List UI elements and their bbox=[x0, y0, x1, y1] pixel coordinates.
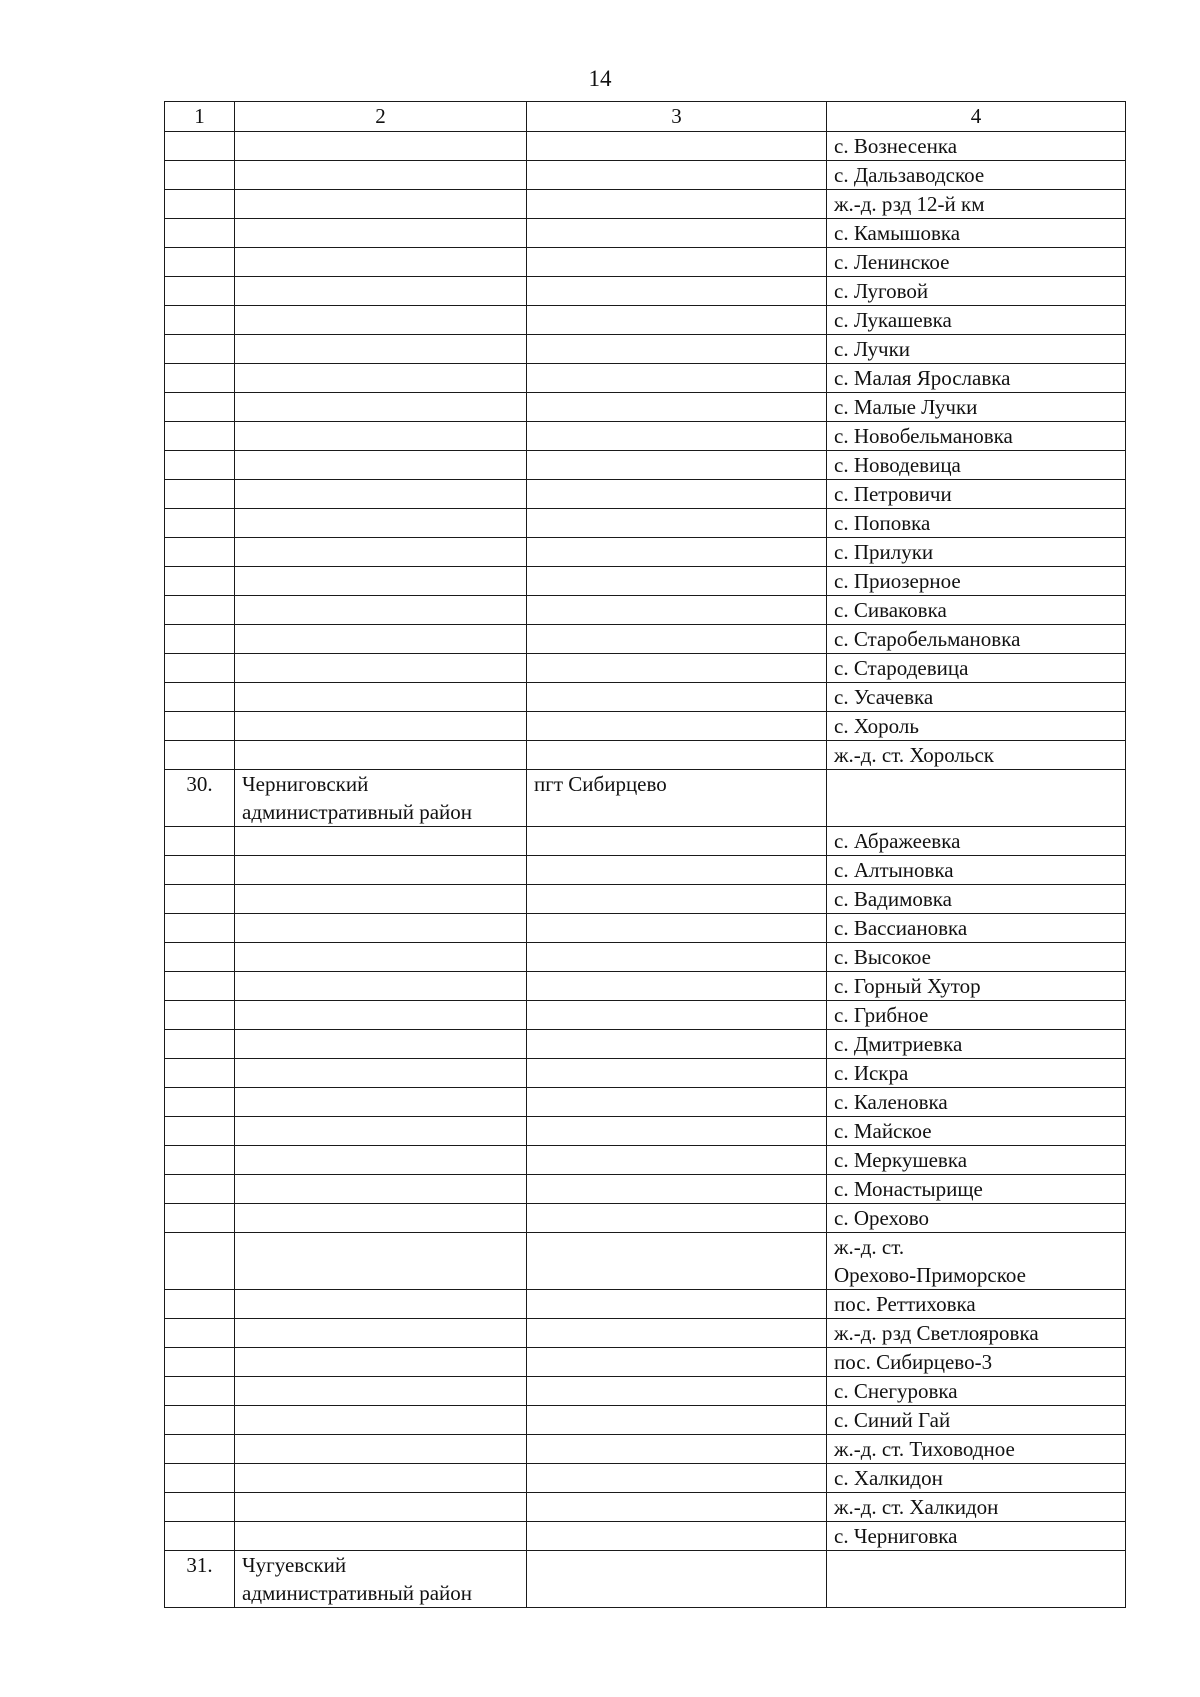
center-cell bbox=[527, 364, 827, 393]
table-row bbox=[165, 770, 1126, 827]
row-number-cell bbox=[165, 1435, 235, 1464]
table-row bbox=[165, 1204, 1126, 1233]
row-number-cell bbox=[165, 1146, 235, 1175]
center-cell bbox=[527, 567, 827, 596]
district-cell bbox=[235, 1493, 527, 1522]
center-cell bbox=[527, 1551, 827, 1608]
settlement-cell: с. Камышовка bbox=[827, 219, 1126, 248]
settlement-cell: с. Халкидон bbox=[827, 1464, 1126, 1493]
table-row bbox=[165, 335, 1126, 364]
row-number-cell bbox=[165, 741, 235, 770]
row-number-cell bbox=[165, 1348, 235, 1377]
district-cell bbox=[235, 1319, 527, 1348]
table-row bbox=[165, 422, 1126, 451]
table-row bbox=[165, 683, 1126, 712]
center-cell bbox=[527, 1030, 827, 1059]
table-row bbox=[165, 538, 1126, 567]
row-number-cell bbox=[165, 712, 235, 741]
row-number-cell bbox=[165, 1088, 235, 1117]
district-cell bbox=[235, 1175, 527, 1204]
row-number-cell bbox=[165, 596, 235, 625]
row-number-cell bbox=[165, 567, 235, 596]
row-number-cell bbox=[165, 1522, 235, 1551]
center-cell bbox=[527, 1377, 827, 1406]
settlement-cell: с. Дмитриевка bbox=[827, 1030, 1126, 1059]
center-cell bbox=[527, 885, 827, 914]
district-cell bbox=[235, 1233, 527, 1290]
settlement-cell bbox=[827, 770, 1126, 827]
row-number-cell bbox=[165, 1030, 235, 1059]
center-cell bbox=[527, 1233, 827, 1290]
row-number-cell bbox=[165, 219, 235, 248]
district-cell bbox=[235, 654, 527, 683]
settlement-cell: с. Малые Лучки bbox=[827, 393, 1126, 422]
district-cell bbox=[235, 277, 527, 306]
district-cell bbox=[235, 1377, 527, 1406]
district-cell bbox=[235, 451, 527, 480]
row-number-cell bbox=[165, 943, 235, 972]
column-header-1: 1 bbox=[165, 102, 235, 132]
row-number-cell bbox=[165, 914, 235, 943]
settlement-cell: с. Каленовка bbox=[827, 1088, 1126, 1117]
settlement-cell: ж.-д. ст. Хорольск bbox=[827, 741, 1126, 770]
table-row bbox=[165, 1377, 1126, 1406]
row-number-cell: 31. bbox=[165, 1551, 235, 1608]
district-cell bbox=[235, 885, 527, 914]
district-cell bbox=[235, 1204, 527, 1233]
district-cell bbox=[235, 683, 527, 712]
center-cell bbox=[527, 856, 827, 885]
settlement-cell: с. Лукашевка bbox=[827, 306, 1126, 335]
settlement-cell: ж.-д. рзд 12-й км bbox=[827, 190, 1126, 219]
row-number-cell bbox=[165, 306, 235, 335]
settlement-cell: с. Сиваковка bbox=[827, 596, 1126, 625]
center-cell: пгт Сибирцево bbox=[527, 770, 827, 827]
row-number-cell bbox=[165, 1406, 235, 1435]
table-row bbox=[165, 1001, 1126, 1030]
district-cell bbox=[235, 306, 527, 335]
settlement-cell: пос. Сибирцево-3 bbox=[827, 1348, 1126, 1377]
center-cell bbox=[527, 1435, 827, 1464]
district-cell bbox=[235, 480, 527, 509]
district-cell bbox=[235, 741, 527, 770]
district-cell bbox=[235, 538, 527, 567]
row-number-cell bbox=[165, 1319, 235, 1348]
center-cell bbox=[527, 190, 827, 219]
row-number-cell bbox=[165, 972, 235, 1001]
district-cell bbox=[235, 509, 527, 538]
center-cell bbox=[527, 1406, 827, 1435]
settlement-cell: ж.-д. ст. Орехово-Приморское bbox=[827, 1233, 1126, 1290]
district-cell bbox=[235, 1117, 527, 1146]
district-cell bbox=[235, 1030, 527, 1059]
district-cell bbox=[235, 161, 527, 190]
settlement-cell: с. Ленинское bbox=[827, 248, 1126, 277]
table-row bbox=[165, 248, 1126, 277]
table-row bbox=[165, 277, 1126, 306]
table-row bbox=[165, 625, 1126, 654]
column-header-2: 2 bbox=[235, 102, 527, 132]
table-row bbox=[165, 712, 1126, 741]
table-row bbox=[165, 1117, 1126, 1146]
district-cell bbox=[235, 625, 527, 654]
table-row bbox=[165, 1551, 1126, 1608]
settlement-cell: с. Абражеевка bbox=[827, 827, 1126, 856]
center-cell bbox=[527, 943, 827, 972]
row-number-cell bbox=[165, 161, 235, 190]
table-row bbox=[165, 1290, 1126, 1319]
district-cell bbox=[235, 1522, 527, 1551]
center-cell bbox=[527, 480, 827, 509]
center-cell bbox=[527, 1522, 827, 1551]
column-header-3: 3 bbox=[527, 102, 827, 132]
district-cell bbox=[235, 943, 527, 972]
row-number-cell bbox=[165, 364, 235, 393]
center-cell bbox=[527, 219, 827, 248]
table-row bbox=[165, 1233, 1126, 1290]
settlement-cell: с. Старобельмановка bbox=[827, 625, 1126, 654]
settlement-cell bbox=[827, 1551, 1126, 1608]
table-row bbox=[165, 885, 1126, 914]
settlement-cell: с. Прилуки bbox=[827, 538, 1126, 567]
district-cell bbox=[235, 914, 527, 943]
table-row bbox=[165, 219, 1126, 248]
settlement-cell: с. Вадимовка bbox=[827, 885, 1126, 914]
settlement-cell: с. Орехово bbox=[827, 1204, 1126, 1233]
table-row bbox=[165, 1406, 1126, 1435]
settlement-cell: с. Усачевка bbox=[827, 683, 1126, 712]
table-row bbox=[165, 306, 1126, 335]
center-cell bbox=[527, 1175, 827, 1204]
table-row bbox=[165, 1146, 1126, 1175]
settlement-cell: с. Лучки bbox=[827, 335, 1126, 364]
settlement-cell: с. Малая Ярославка bbox=[827, 364, 1126, 393]
district-cell bbox=[235, 248, 527, 277]
table-row bbox=[165, 161, 1126, 190]
row-number-cell bbox=[165, 422, 235, 451]
row-number-cell bbox=[165, 827, 235, 856]
center-cell bbox=[527, 1319, 827, 1348]
district-cell bbox=[235, 1088, 527, 1117]
center-cell bbox=[527, 914, 827, 943]
district-cell bbox=[235, 422, 527, 451]
center-cell bbox=[527, 306, 827, 335]
district-cell bbox=[235, 1348, 527, 1377]
settlement-cell: ж.-д. ст. Халкидон bbox=[827, 1493, 1126, 1522]
center-cell bbox=[527, 335, 827, 364]
district-cell bbox=[235, 219, 527, 248]
center-cell bbox=[527, 1088, 827, 1117]
district-cell bbox=[235, 1059, 527, 1088]
district-cell bbox=[235, 827, 527, 856]
center-cell bbox=[527, 393, 827, 422]
table-row bbox=[165, 972, 1126, 1001]
center-cell bbox=[527, 683, 827, 712]
district-cell bbox=[235, 856, 527, 885]
center-cell bbox=[527, 161, 827, 190]
settlement-cell: с. Грибное bbox=[827, 1001, 1126, 1030]
district-cell: Черниговский административный район bbox=[235, 770, 527, 827]
district-cell bbox=[235, 712, 527, 741]
district-cell bbox=[235, 132, 527, 161]
center-cell bbox=[527, 1001, 827, 1030]
settlement-cell: с. Поповка bbox=[827, 509, 1126, 538]
row-number-cell bbox=[165, 885, 235, 914]
center-cell bbox=[527, 596, 827, 625]
settlement-cell: ж.-д. ст. Тиховодное bbox=[827, 1435, 1126, 1464]
row-number-cell bbox=[165, 1117, 235, 1146]
table-row bbox=[165, 1175, 1126, 1204]
center-cell bbox=[527, 451, 827, 480]
table-row bbox=[165, 1059, 1126, 1088]
settlement-cell: с. Высокое bbox=[827, 943, 1126, 972]
center-cell bbox=[527, 1493, 827, 1522]
center-cell bbox=[527, 422, 827, 451]
row-number-cell bbox=[165, 856, 235, 885]
district-cell bbox=[235, 1290, 527, 1319]
row-number-cell bbox=[165, 654, 235, 683]
district-cell bbox=[235, 335, 527, 364]
table-row bbox=[165, 1464, 1126, 1493]
district-cell bbox=[235, 1435, 527, 1464]
row-number-cell bbox=[165, 132, 235, 161]
district-cell bbox=[235, 1146, 527, 1175]
settlement-cell: с. Снегуровка bbox=[827, 1377, 1126, 1406]
settlement-cell: с. Искра bbox=[827, 1059, 1126, 1088]
table-row bbox=[165, 1030, 1126, 1059]
settlement-cell: с. Приозерное bbox=[827, 567, 1126, 596]
table-row bbox=[165, 567, 1126, 596]
row-number-cell bbox=[165, 1001, 235, 1030]
district-cell bbox=[235, 393, 527, 422]
table-row bbox=[165, 364, 1126, 393]
center-cell bbox=[527, 1059, 827, 1088]
table-row bbox=[165, 1088, 1126, 1117]
settlement-cell: с. Дальзаводское bbox=[827, 161, 1126, 190]
table-row bbox=[165, 509, 1126, 538]
center-cell bbox=[527, 972, 827, 1001]
table-row bbox=[165, 914, 1126, 943]
center-cell bbox=[527, 132, 827, 161]
center-cell bbox=[527, 248, 827, 277]
center-cell bbox=[527, 1146, 827, 1175]
settlement-cell: с. Вознесенка bbox=[827, 132, 1126, 161]
center-cell bbox=[527, 741, 827, 770]
settlement-cell: с. Черниговка bbox=[827, 1522, 1126, 1551]
row-number-cell: 30. bbox=[165, 770, 235, 827]
page-number: 14 bbox=[588, 66, 612, 91]
row-number-cell bbox=[165, 393, 235, 422]
settlement-cell: ж.-д. рзд Светлояровка bbox=[827, 1319, 1126, 1348]
table-row bbox=[165, 741, 1126, 770]
settlement-cell: с. Горный Хутор bbox=[827, 972, 1126, 1001]
row-number-cell bbox=[165, 1175, 235, 1204]
settlement-cell: с. Меркушевка bbox=[827, 1146, 1126, 1175]
table-row bbox=[165, 596, 1126, 625]
row-number-cell bbox=[165, 538, 235, 567]
settlement-cell: с. Хороль bbox=[827, 712, 1126, 741]
center-cell bbox=[527, 1348, 827, 1377]
district-cell bbox=[235, 1001, 527, 1030]
row-number-cell bbox=[165, 1493, 235, 1522]
center-cell bbox=[527, 625, 827, 654]
district-cell bbox=[235, 1464, 527, 1493]
center-cell bbox=[527, 654, 827, 683]
settlement-cell: с. Вассиановка bbox=[827, 914, 1126, 943]
row-number-cell bbox=[165, 625, 235, 654]
center-cell bbox=[527, 827, 827, 856]
table-row bbox=[165, 393, 1126, 422]
row-number-cell bbox=[165, 190, 235, 219]
table-row bbox=[165, 132, 1126, 161]
settlements-table bbox=[164, 101, 1126, 1608]
table-row bbox=[165, 943, 1126, 972]
table-row bbox=[165, 856, 1126, 885]
table-row bbox=[165, 1348, 1126, 1377]
settlement-cell: с. Алтыновка bbox=[827, 856, 1126, 885]
settlement-cell: с. Новодевица bbox=[827, 451, 1126, 480]
settlement-cell: с. Монастырище bbox=[827, 1175, 1126, 1204]
center-cell bbox=[527, 1464, 827, 1493]
settlement-cell: с. Синий Гай bbox=[827, 1406, 1126, 1435]
table-row bbox=[165, 451, 1126, 480]
row-number-cell bbox=[165, 480, 235, 509]
table-row bbox=[165, 1522, 1126, 1551]
center-cell bbox=[527, 1204, 827, 1233]
settlement-cell: с. Майское bbox=[827, 1117, 1126, 1146]
table-row bbox=[165, 1493, 1126, 1522]
row-number-cell bbox=[165, 451, 235, 480]
settlement-cell: пос. Реттиховка bbox=[827, 1290, 1126, 1319]
district-cell bbox=[235, 190, 527, 219]
row-number-cell bbox=[165, 335, 235, 364]
center-cell bbox=[527, 277, 827, 306]
row-number-cell bbox=[165, 1059, 235, 1088]
settlement-cell: с. Петровичи bbox=[827, 480, 1126, 509]
table-row bbox=[165, 654, 1126, 683]
center-cell bbox=[527, 509, 827, 538]
row-number-cell bbox=[165, 1464, 235, 1493]
center-cell bbox=[527, 1290, 827, 1319]
district-cell bbox=[235, 972, 527, 1001]
row-number-cell bbox=[165, 1204, 235, 1233]
row-number-cell bbox=[165, 277, 235, 306]
row-number-cell bbox=[165, 683, 235, 712]
table-body bbox=[165, 132, 1126, 1608]
column-header-4: 4 bbox=[827, 102, 1126, 132]
row-number-cell bbox=[165, 1377, 235, 1406]
district-cell bbox=[235, 567, 527, 596]
table-row bbox=[165, 1435, 1126, 1464]
table-row bbox=[165, 190, 1126, 219]
settlement-cell: с. Луговой bbox=[827, 277, 1126, 306]
header-row bbox=[165, 102, 1126, 132]
district-cell: Чугуевский административный район bbox=[235, 1551, 527, 1608]
center-cell bbox=[527, 538, 827, 567]
settlement-cell: с. Новобельмановка bbox=[827, 422, 1126, 451]
row-number-cell bbox=[165, 1233, 235, 1290]
district-cell bbox=[235, 1406, 527, 1435]
row-number-cell bbox=[165, 1290, 235, 1319]
center-cell bbox=[527, 1117, 827, 1146]
row-number-cell bbox=[165, 509, 235, 538]
row-number-cell bbox=[165, 248, 235, 277]
settlement-cell: с. Стародевица bbox=[827, 654, 1126, 683]
center-cell bbox=[527, 712, 827, 741]
table-row bbox=[165, 1319, 1126, 1348]
district-cell bbox=[235, 596, 527, 625]
table-row bbox=[165, 827, 1126, 856]
table-row bbox=[165, 480, 1126, 509]
district-cell bbox=[235, 364, 527, 393]
